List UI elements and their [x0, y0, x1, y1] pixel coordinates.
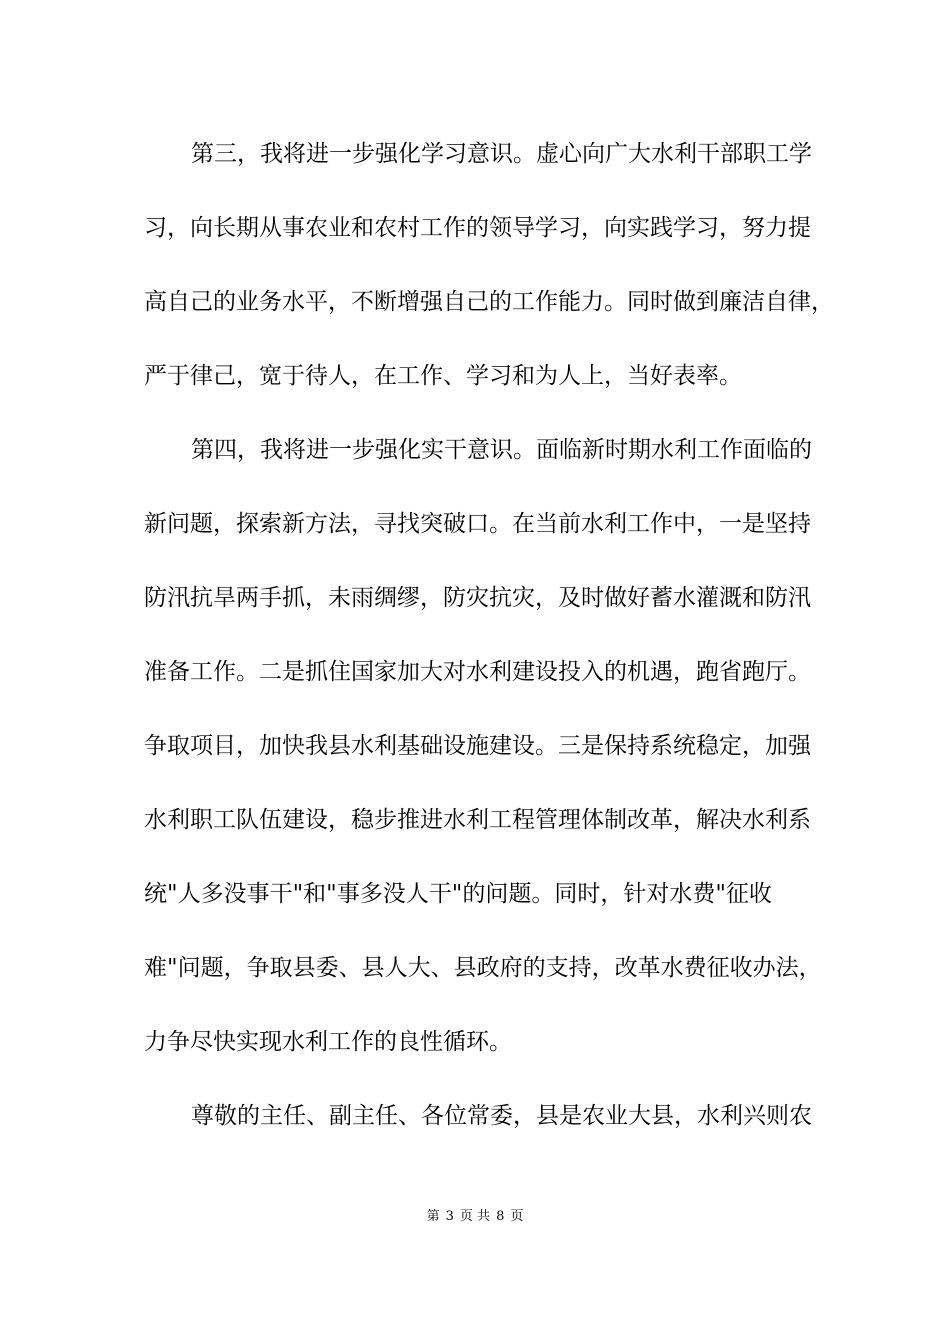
text-line: 高自己的业务水平，不断增强自己的工作能力。同时做到廉洁自律， [144, 289, 834, 315]
text-line: 严于律己，宽于待人，在工作、学习和为人上，当好表率。 [144, 363, 742, 389]
current-page-number: 3 [445, 1209, 454, 1224]
text-line: 难"问题，争取县委、县人大、县政府的支持，改革水费征收办法， [144, 955, 822, 981]
text-line: 第三，我将进一步强化学习意识。虚心向广大水利干部职工学 [191, 141, 812, 167]
total-pages-number: 8 [496, 1209, 505, 1224]
text-line: 尊敬的主任、副主任、各位常委，县是农业大县，水利兴则农 [191, 1103, 812, 1129]
text-line: 新问题，探索新方法，寻找突破口。在当前水利工作中，一是坚持 [144, 511, 811, 537]
text-line: 力争尽快实现水利工作的良性循环。 [144, 1029, 512, 1055]
text-line: 统"人多没事干"和"事多没人干"的问题。同时，针对水费"征收 [144, 881, 772, 907]
footer-suffix: 页 [510, 1209, 524, 1224]
page-footer [0, 1209, 950, 1225]
text-line: 水利职工队伍建设，稳步推进水利工程管理体制改革，解决水利系 [144, 807, 811, 833]
text-line: 准备工作。二是抓住国家加大对水利建设投入的机遇，跑省跑厅。 [144, 659, 811, 685]
text-line: 习，向长期从事农业和农村工作的领导学习，向实践学习，努力提 [144, 215, 811, 241]
text-line: 争取项目，加快我县水利基础设施建设。三是保持系统稳定，加强 [144, 733, 811, 759]
footer-middle: 页 共 [459, 1209, 491, 1224]
text-line: 第四，我将进一步强化实干意识。面临新时期水利工作面临的 [191, 437, 812, 463]
footer-prefix: 第 [426, 1209, 440, 1224]
text-line: 防汛抗旱两手抓，未雨绸缪，防灾抗灾，及时做好蓄水灌溉和防汛 [144, 585, 811, 611]
